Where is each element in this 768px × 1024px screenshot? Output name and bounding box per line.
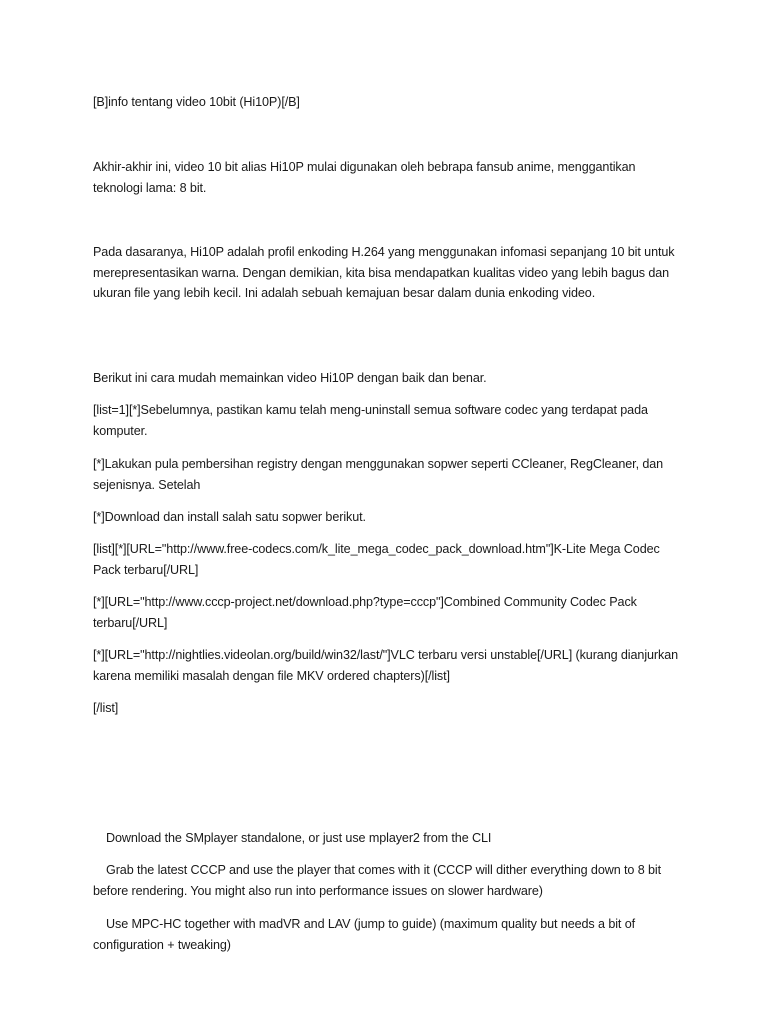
list-item-klite: [list][*][URL="http://www.free-codecs.com/k_lite_mega_codec_pack_download.htm"]K-Lite Mega Codec Pack terbaru[/URL]: [93, 542, 660, 577]
intro-paragraph: Akhir-akhir ini, video 10 bit alias Hi10P mulai digunakan oleh bebrapa fansub anime, menggantikan teknologi lama: 8 bit.: [93, 160, 636, 195]
list-item-uninstall: [list=1][*]Sebelumnya, pastikan kamu telah meng-uninstall semua software codec yang terdapat pada komputer.: [93, 403, 648, 438]
title-paragraph: [B]info tentang video 10bit (Hi10P)[/B]: [93, 95, 300, 109]
definition-paragraph: Pada dasaranya, Hi10P adalah profil enkoding H.264 yang menggunakan infomasi sepanjang 10 bit untuk merepresentasikan warna. Dengan demikian, kita bisa mendapatkan kualitas video yang lebih bagus dan ukuran file yang lebih kecil. Ini adalah sebuah kemajuan besar dalam dunia enkoding video.: [93, 245, 675, 300]
option-cccp-player: Grab the latest CCCP and use the player that comes with it (CCCP will dither everything down to 8 bit before rendering. You might also run into performance issues on slower hardware): [93, 863, 662, 898]
list-item-vlc: [*][URL="http://nightlies.videolan.org/build/win32/last/"]VLC terbaru versi unstable[/URL] (kurang dianjurkan karena memiliki masalah dengan file MKV ordered chapters)[/list]: [93, 648, 679, 683]
howto-intro-paragraph: Berikut ini cara mudah memainkan video Hi10P dengan baik dan benar.: [93, 371, 487, 385]
option-mpc-hc: Use MPC-HC together with madVR and LAV (jump to guide) (maximum quality but needs a bit of configuration + tweaking): [93, 917, 636, 952]
list-close: [/list]: [93, 701, 119, 715]
option-smplayer: Download the SMplayer standalone, or just use mplayer2 from the CLI: [106, 831, 492, 845]
list-item-cccp: [*][URL="http://www.cccp-project.net/download.php?type=cccp"]Combined Community Codec Pack terbaru[/URL]: [93, 595, 637, 630]
list-item-registry: [*]Lakukan pula pembersihan registry dengan menggunakan sopwer seperti CCleaner, RegCleaner, dan sejenisnya. Setelah: [93, 457, 664, 492]
list-item-download: [*]Download dan install salah satu sopwer berikut.: [93, 510, 366, 524]
